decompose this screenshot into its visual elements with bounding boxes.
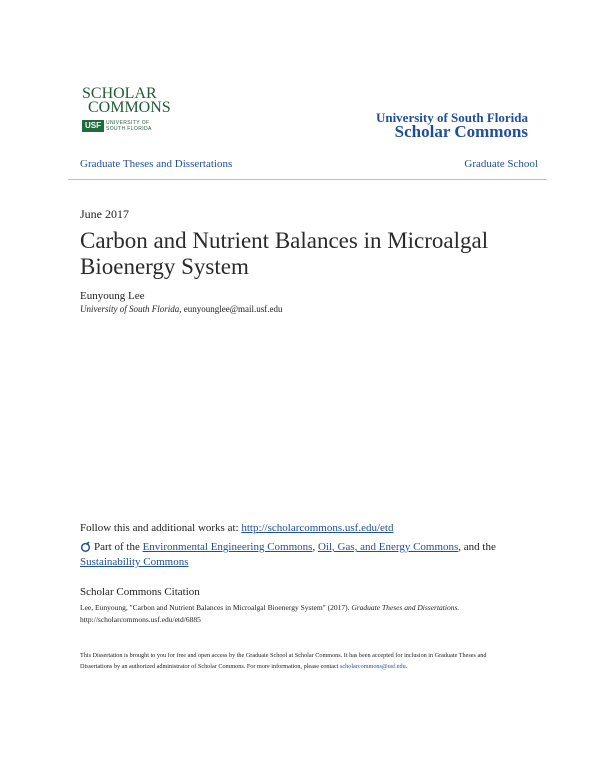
- publication-date: June 2017: [80, 207, 129, 221]
- follow-line: [80, 522, 393, 534]
- author-affiliation: University of South Florida, eunyounglee@mail.usf.edu: [80, 304, 283, 314]
- scholar-commons-logo[interactable]: [82, 85, 171, 138]
- sustainability-commons-link[interactable]: Sustainability Commons: [80, 556, 189, 568]
- citation-main: Lee, Eunyoung, "Carbon and Nutrient Balances in Microalgal Bioenergy System" (2017).: [80, 603, 352, 612]
- affiliation-name: University of South Florida: [80, 304, 180, 314]
- follow-label: Follow this and additional works at:: [80, 522, 242, 534]
- environmental-engineering-commons-link[interactable]: Environmental Engineering Commons: [142, 541, 313, 553]
- citation-heading: Scholar Commons Citation: [80, 586, 200, 598]
- part-of-line: [80, 540, 520, 570]
- citation-text: [80, 602, 520, 626]
- access-notice: [80, 650, 520, 672]
- part-of-sep2: , and the: [458, 541, 496, 553]
- notice-text: This Dissertation is brought to you for free and open access by the Graduate School at Scholar Commons. It has been accepted for inclusion in Graduate Theses and Dissertations by an authorized administrator of Scholar Commons. For more information, please contact: [80, 652, 487, 670]
- open-access-icon: [80, 541, 91, 552]
- notice-end: .: [405, 663, 408, 670]
- header-divider: [68, 179, 547, 180]
- logo-text-scholar: SCHOLAR: [82, 85, 157, 102]
- contact-email-link[interactable]: scholarcommons@usf.edu: [340, 663, 406, 670]
- part-of-sep1: ,: [312, 541, 318, 553]
- author-email[interactable]: eunyounglee@mail.usf.edu: [183, 304, 283, 314]
- repository-name[interactable]: Scholar Commons: [394, 122, 528, 141]
- logo-text-commons: COMMONS: [88, 99, 171, 116]
- department-link[interactable]: Graduate School: [464, 158, 538, 170]
- university-name[interactable]: University of South Florida: [375, 110, 528, 125]
- citation-url[interactable]: http://scholarcommons.usf.edu/etd/6885: [80, 615, 201, 624]
- author-name: Eunyoung Lee: [80, 290, 145, 302]
- collection-link[interactable]: Graduate Theses and Dissertations: [80, 158, 233, 170]
- usf-badge: USF: [82, 120, 104, 132]
- oil-gas-energy-commons-link[interactable]: Oil, Gas, and Energy Commons: [317, 541, 459, 553]
- paper-title: Carbon and Nutrient Balances in Microalgal Bioenergy System: [80, 228, 489, 279]
- citation-series: Graduate Theses and Dissertations.: [351, 603, 460, 612]
- usf-logo-text: UNIVERSITY OF SOUTH FLORIDA: [106, 120, 152, 132]
- part-of-prefix: Part of the: [94, 541, 143, 553]
- follow-url-link[interactable]: http://scholarcommons.usf.edu/etd: [241, 522, 394, 534]
